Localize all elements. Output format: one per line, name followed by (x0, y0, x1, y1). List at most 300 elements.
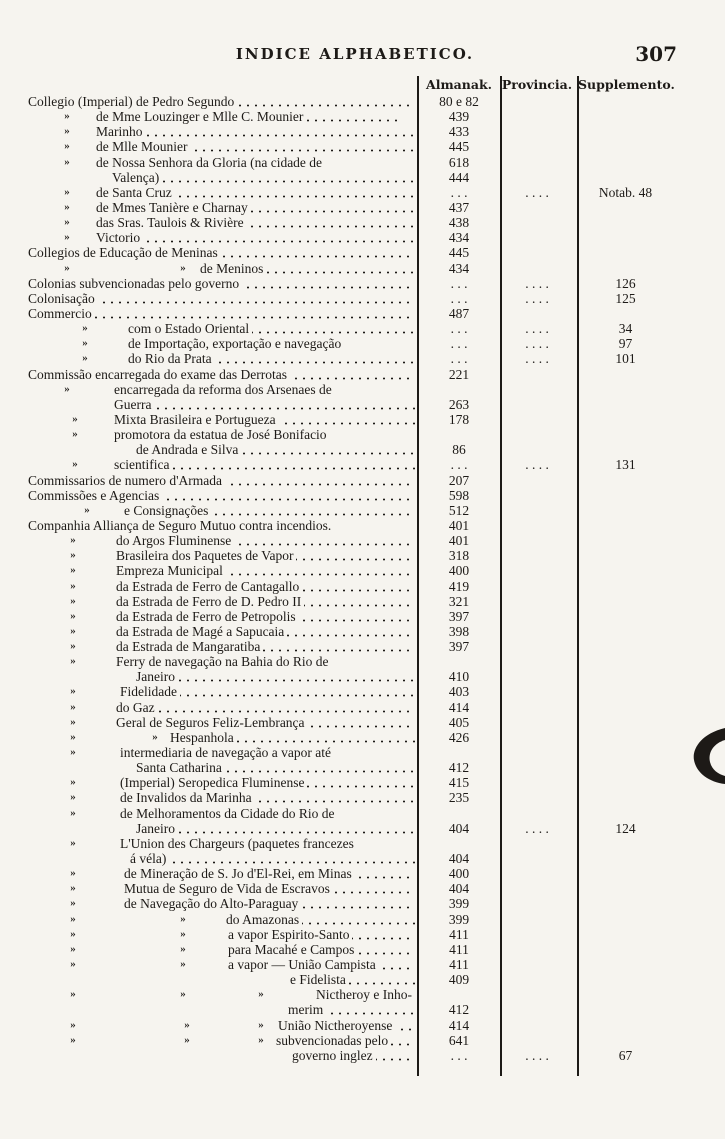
entry-text (116, 624, 415, 639)
entry-label: de Navegação do Alto-Paraguay (124, 896, 301, 911)
index-row (0, 170, 725, 185)
ditto-mark: » (64, 110, 70, 123)
index-row (0, 306, 725, 321)
index-row (0, 548, 725, 563)
entry-text (316, 987, 415, 1002)
almanak-page: 414 (448, 1017, 470, 1033)
entry-label: de Nossa Senhora da Gloria (na cidade de (96, 155, 325, 170)
entry-label: do Gaz (116, 700, 158, 715)
ditto-mark: » (70, 1033, 76, 1046)
column-header-supplemento: Supplemento. (578, 77, 675, 92)
index-row (0, 351, 725, 366)
entry-text (228, 957, 415, 972)
entry-text (116, 594, 415, 609)
entry-text (28, 488, 415, 503)
entry-label: encarregada da reforma dos Arsenaes de (114, 382, 335, 397)
entry-text (120, 790, 415, 805)
ditto-mark: » (64, 231, 70, 244)
entry-label: de Meninos (200, 261, 266, 276)
almanak-page: 80 e 82 (439, 94, 479, 109)
index-row (0, 806, 725, 821)
almanak-page: 434 (448, 230, 470, 246)
index-row (0, 957, 725, 972)
ditto-mark: » (258, 1033, 264, 1046)
almanak-page: 414 (448, 699, 470, 715)
almanak-page: 221 (448, 366, 470, 382)
ditto-mark: » (64, 216, 70, 229)
index-row (0, 139, 725, 154)
entry-text (116, 700, 415, 715)
entry-text (228, 942, 415, 957)
index-row (0, 700, 725, 715)
entry-text (200, 261, 415, 276)
entry-label: Mixta Brasileira e Portugueza (114, 412, 279, 427)
ditto-mark: » (64, 200, 70, 213)
entry-text (136, 821, 415, 836)
ditto-mark: » (70, 882, 76, 895)
index-row (0, 624, 725, 639)
entry-text (276, 1033, 415, 1048)
provincia-page: . . . . (525, 290, 549, 306)
provincia-page: . . . . (525, 820, 549, 836)
index-row (0, 473, 725, 488)
index-row (0, 457, 725, 472)
index-row (0, 321, 725, 336)
entry-text (28, 473, 415, 488)
index-row (0, 518, 725, 533)
entry-label: de Andrada e Silva (136, 442, 241, 457)
almanak-page: 433 (448, 124, 470, 140)
almanak-page: 438 (448, 215, 470, 231)
entry-label: da Estrada de Ferro de Cantagallo (116, 579, 302, 594)
entry-text (28, 291, 415, 306)
index-row (0, 579, 725, 594)
entry-text (136, 760, 415, 775)
index-row (0, 291, 725, 306)
ditto-mark: » (84, 503, 90, 516)
entry-text (128, 351, 415, 366)
almanak-page: 445 (448, 245, 470, 261)
entry-label: de Mineração de S. Jo d'El-Rei, em Minas (124, 866, 355, 881)
entry-label: á véla) (130, 851, 169, 866)
ditto-mark: » (64, 185, 70, 198)
entry-text (28, 94, 415, 109)
entry-text (136, 669, 415, 684)
almanak-page: 412 (448, 1002, 470, 1018)
entry-text (114, 382, 415, 397)
almanak-page: 401 (448, 533, 470, 549)
index-row (0, 896, 725, 911)
almanak-page: 404 (448, 851, 470, 867)
ditto-mark: » (70, 806, 76, 819)
entry-text (124, 881, 415, 896)
ditto-mark: » (64, 125, 70, 138)
almanak-page: 235 (448, 790, 470, 806)
ditto-mark: » (70, 836, 76, 849)
entry-label: da Estrada de Ferro de Petropolis (116, 609, 299, 624)
almanak-page: 411 (449, 926, 469, 942)
entry-label: Collegios de Educação de Meninas (28, 245, 221, 260)
index-row (0, 790, 725, 805)
page-title: INDICE ALPHABETICO. (235, 45, 475, 63)
entry-label: Janeiro (136, 821, 178, 836)
entry-label: intermediaria de navegação a vapor até (120, 745, 334, 760)
entry-label: promotora da estatua de José Bonifacio (114, 427, 330, 442)
supplemento-page: 126 (615, 275, 636, 291)
ditto-mark: » (70, 534, 76, 547)
provincia-page: . . . . (525, 457, 549, 473)
almanak-page: 318 (448, 548, 470, 564)
entry-text (116, 715, 415, 730)
almanak-page: 641 (448, 1032, 470, 1048)
ditto-mark: » (64, 140, 70, 153)
almanak-page: . . . (450, 457, 468, 473)
ditto-mark: » (258, 988, 264, 1001)
almanak-page: 439 (448, 109, 470, 125)
entry-label: Guerra (114, 397, 154, 412)
entry-text (120, 745, 415, 760)
entry-text (96, 139, 415, 154)
entry-text (116, 639, 415, 654)
index-row (0, 367, 725, 382)
almanak-page: 598 (448, 487, 470, 503)
entry-text (96, 124, 415, 139)
ditto-mark: » (70, 958, 76, 971)
entry-text (124, 503, 415, 518)
entry-text (226, 912, 415, 927)
entry-label: de Invalidos da Marinha (120, 790, 255, 805)
margin-ornament-graphic (690, 728, 725, 784)
entry-text (28, 306, 415, 321)
entry-label: L'Union des Chargeurs (paquetes francezes (120, 836, 357, 851)
ditto-mark: » (180, 927, 186, 940)
entry-label: governo inglez (292, 1048, 376, 1063)
almanak-page: 512 (448, 502, 470, 518)
index-row (0, 261, 725, 276)
provincia-page: . . . . (525, 351, 549, 367)
entry-label: de Mlle Mounier (96, 139, 190, 154)
ditto-mark: » (82, 322, 88, 335)
ditto-mark: » (70, 624, 76, 637)
almanak-page: 321 (448, 593, 470, 609)
almanak-page: 409 (448, 972, 470, 988)
ditto-mark: » (72, 412, 78, 425)
entry-text (96, 155, 415, 170)
almanak-page: 487 (448, 305, 470, 321)
ditto-mark: » (70, 549, 76, 562)
ditto-mark: » (72, 458, 78, 471)
index-row (0, 715, 725, 730)
index-row (0, 397, 725, 412)
ditto-mark: » (64, 261, 70, 274)
entry-text (136, 442, 415, 457)
entry-text (96, 109, 403, 124)
almanak-page: 411 (449, 941, 469, 957)
ditto-mark: » (70, 594, 76, 607)
entry-label: Commissões e Agencias (28, 488, 162, 503)
entry-text (228, 927, 415, 942)
almanak-page: 397 (448, 608, 470, 624)
index-row (0, 594, 725, 609)
index-row (0, 987, 725, 1002)
index-row (0, 654, 725, 669)
ditto-mark: » (180, 958, 186, 971)
ditto-mark: » (70, 791, 76, 804)
entry-label: Fidelidade (120, 684, 180, 699)
almanak-page: 426 (448, 729, 470, 745)
entry-text (96, 185, 415, 200)
entry-text (116, 579, 415, 594)
almanak-page: 445 (448, 139, 470, 155)
column-header-provincia: Provincia. (501, 77, 573, 92)
almanak-page: 419 (448, 578, 470, 594)
entry-text (120, 775, 415, 790)
entry-label: da Estrada de Mangaratiba (116, 639, 263, 654)
ditto-mark: » (70, 564, 76, 577)
almanak-page: . . . (450, 321, 468, 337)
entry-text (28, 276, 415, 291)
entry-label: Geral de Seguros Feliz-Lembrança (116, 715, 308, 730)
entry-text (120, 836, 415, 851)
entry-label: merim (288, 1002, 326, 1017)
index-row (0, 1018, 725, 1033)
almanak-page: . . . (450, 1047, 468, 1063)
entry-label: (Imperial) Seropedica Fluminense (120, 775, 307, 790)
entry-text (114, 412, 415, 427)
entry-text (96, 230, 415, 245)
entry-label: da Estrada de Magé a Sapucaia (116, 624, 287, 639)
supplemento-page: Notab. 48 (598, 184, 653, 200)
entry-label: para Macahé e Campos (228, 942, 357, 957)
supplemento-page: 131 (615, 457, 636, 473)
entry-text (114, 397, 415, 412)
almanak-page: 399 (448, 911, 470, 927)
index-row (0, 866, 725, 881)
ditto-mark: » (70, 640, 76, 653)
almanak-page: 178 (448, 411, 470, 427)
index-row (0, 730, 725, 745)
ditto-mark: » (70, 655, 76, 668)
ditto-mark: » (70, 988, 76, 1001)
index-row (0, 94, 725, 109)
index-row (0, 972, 725, 987)
column-header-almanak: Almanak. (426, 77, 492, 92)
entry-text (116, 533, 415, 548)
entry-text (292, 1048, 415, 1063)
almanak-page: 400 (448, 866, 470, 882)
index-entries (0, 94, 725, 1063)
entry-text (116, 609, 415, 624)
index-row (0, 745, 725, 760)
index-row (0, 427, 725, 442)
entry-label: do Amazonas (226, 912, 302, 927)
index-row (0, 760, 725, 775)
entry-label: de Mmes Tanière e Charnay (96, 200, 251, 215)
ditto-mark: » (70, 776, 76, 789)
index-row (0, 412, 725, 427)
almanak-page: 401 (448, 517, 470, 533)
entry-text (96, 215, 415, 230)
entry-label: e Consignações (124, 503, 211, 518)
entry-text (124, 896, 415, 911)
almanak-page: 263 (448, 396, 470, 412)
entry-label: das Sras. Taulois & Rivière (96, 215, 247, 230)
index-row (0, 230, 725, 245)
supplemento-page: 34 (618, 321, 633, 337)
index-row (0, 669, 725, 684)
provincia-page: . . . . (525, 275, 549, 291)
almanak-page: 397 (448, 639, 470, 655)
almanak-page: 207 (448, 472, 470, 488)
supplemento-page: 67 (618, 1047, 633, 1063)
almanak-page: 437 (448, 199, 470, 215)
ditto-mark: » (64, 155, 70, 168)
almanak-page: 86 (452, 442, 466, 458)
entry-text (288, 1002, 415, 1017)
supplemento-page: 124 (615, 820, 636, 836)
index-row (0, 927, 725, 942)
entry-label: Victorio (96, 230, 143, 245)
index-row (0, 245, 725, 260)
entry-label: Commercio (28, 306, 95, 321)
ditto-mark: » (70, 685, 76, 698)
entry-text (114, 427, 415, 442)
index-row (0, 1002, 725, 1017)
entry-text (278, 1018, 415, 1033)
provincia-page: . . . . (525, 1047, 549, 1063)
ditto-mark: » (258, 1018, 264, 1031)
entry-label: Empreza Municipal (116, 563, 226, 578)
almanak-page: . . . (450, 290, 468, 306)
entry-text (290, 972, 415, 987)
entry-label: Brasileira dos Paquetes de Vapor (116, 548, 296, 563)
supplemento-page: 101 (615, 351, 636, 367)
entry-label: da Estrada de Ferro de D. Pedro II (116, 594, 304, 609)
index-row (0, 215, 725, 230)
entry-label: Ferry de navegação na Bahia do Rio de (116, 654, 332, 669)
ditto-mark: » (70, 609, 76, 622)
entry-label: Colonisação (28, 291, 98, 306)
entry-text (114, 457, 415, 472)
index-row (0, 109, 725, 124)
index-row (0, 488, 725, 503)
entry-text (28, 518, 415, 533)
ditto-mark: » (152, 730, 158, 743)
ditto-mark: » (82, 337, 88, 350)
entry-text (28, 245, 415, 260)
almanak-page: 398 (448, 623, 470, 639)
index-row (0, 942, 725, 957)
ditto-mark: » (82, 352, 88, 365)
entry-text (128, 336, 415, 351)
entry-label: Santa Catharina (136, 760, 225, 775)
almanak-page: 404 (448, 820, 470, 836)
index-row (0, 881, 725, 896)
ditto-mark: » (184, 1018, 190, 1031)
almanak-page: 412 (448, 760, 470, 776)
entry-text (170, 730, 415, 745)
ditto-mark: » (72, 428, 78, 441)
ditto-mark: » (184, 1033, 190, 1046)
index-row (0, 563, 725, 578)
entry-label: a vapor Espirito-Santo (228, 927, 352, 942)
entry-label: de Melhoramentos da Cidade do Rio de (120, 806, 337, 821)
index-row (0, 1033, 725, 1048)
entry-label: e Fidelista (290, 972, 349, 987)
almanak-page: 434 (448, 260, 470, 276)
entry-label: Colonias subvencionadas pelo governo (28, 276, 242, 291)
index-row (0, 836, 725, 851)
entry-label: de Mme Louzinger e Mlle C. Mounier (96, 109, 306, 124)
ditto-mark: » (70, 715, 76, 728)
almanak-page: 404 (448, 881, 470, 897)
almanak-page: 403 (448, 684, 470, 700)
entry-text (120, 806, 415, 821)
page-number: 307 (635, 42, 677, 66)
almanak-page: . . . (450, 336, 468, 352)
index-row (0, 533, 725, 548)
ditto-mark: » (70, 912, 76, 925)
index-row (0, 200, 725, 215)
provincia-page: . . . . (525, 336, 549, 352)
index-row (0, 382, 725, 397)
entry-label: Nictheroy e Inho- (316, 987, 415, 1002)
index-row (0, 442, 725, 457)
index-row (0, 851, 725, 866)
entry-text (112, 170, 415, 185)
entry-text (116, 654, 415, 669)
entry-label: Janeiro (136, 669, 178, 684)
index-row (0, 336, 725, 351)
entry-label: União Nictheroyense (278, 1018, 395, 1033)
entry-text (116, 548, 415, 563)
index-row (0, 775, 725, 790)
almanak-page: . . . (450, 275, 468, 291)
provincia-page: . . . . (525, 321, 549, 337)
entry-label: Mutua de Seguro de Vida de Escravos (124, 881, 333, 896)
ditto-mark: » (70, 927, 76, 940)
ditto-mark: » (70, 897, 76, 910)
entry-text (130, 851, 415, 866)
almanak-page: 411 (449, 957, 469, 973)
index-row (0, 124, 725, 139)
index-row (0, 684, 725, 699)
entry-label: Collegio (Imperial) de Pedro Segundo (28, 94, 237, 109)
ditto-mark: » (180, 912, 186, 925)
entry-label: do Rio da Prata (128, 351, 215, 366)
almanak-page: 399 (448, 896, 470, 912)
almanak-page: 405 (448, 714, 470, 730)
entry-text (124, 866, 415, 881)
ditto-mark: » (64, 382, 70, 395)
ditto-mark: » (70, 942, 76, 955)
entry-label: subvencionadas pelo (276, 1033, 391, 1048)
entry-label: Companhia Alliança de Seguro Mutuo contra incendios. (28, 518, 334, 533)
provincia-page: . . . . (525, 184, 549, 200)
entry-text (116, 563, 415, 578)
supplemento-page: 125 (615, 290, 636, 306)
entry-text (28, 367, 415, 382)
almanak-page: 415 (448, 775, 470, 791)
entry-label: Commissarios de numero d'Armada (28, 473, 225, 488)
entry-label: Valença) (112, 170, 162, 185)
almanak-page: 618 (448, 154, 470, 170)
entry-label: a vapor — União Campista (228, 957, 379, 972)
entry-text (120, 684, 415, 699)
index-row (0, 609, 725, 624)
index-row (0, 821, 725, 836)
entry-label: do Argos Fluminense (116, 533, 234, 548)
